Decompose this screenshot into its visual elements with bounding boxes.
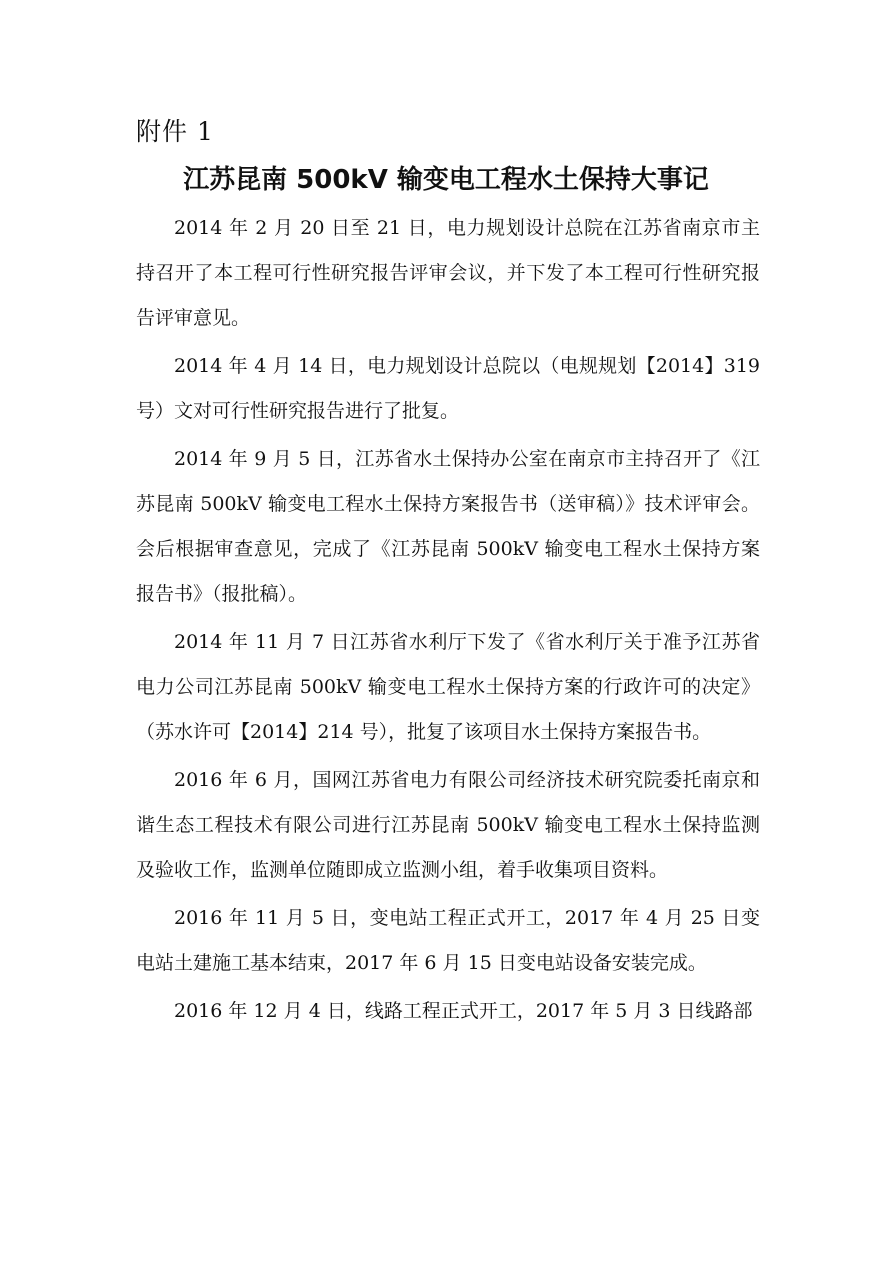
paragraph: 2014 年 4 月 14 日，电力规划设计总院以（电规规划【2014】319 号）文对可行性研究报告进行了批复。 xyxy=(136,355,760,422)
paragraph: 2016 年 6 月，国网江苏省电力有限公司经济技术研究院委托南京和谐生态工程技术有限公司进行江苏昆南 500kV 输变电工程水土保持监测及验收工作，监测单位随即成立监测小组，着手收集项目资料。 xyxy=(136,769,760,881)
document-body xyxy=(136,206,760,1037)
paragraph: 2014 年 9 月 5 日，江苏省水土保持办公室在南京市主持召开了《江苏昆南 500kV 输变电工程水土保持方案报告书（送审稿）》技术评审会。会后根据审查意见，完成了《江苏昆南 500kV 输变电工程水土保持方案报告书》（报批稿）。 xyxy=(136,448,760,605)
paragraph: 2014 年 11 月 7 日江苏省水利厅下发了《省水利厅关于准予江苏省电力公司江苏昆南 500kV 输变电工程水土保持方案的行政许可的决定》（苏水许可【2014】214 号），批复了该项目水土保持方案报告书。 xyxy=(136,631,760,743)
attachment-label: 附件 1 xyxy=(136,117,214,146)
paragraph: 2016 年 11 月 5 日，变电站工程正式开工，2017 年 4 月 25 日变电站土建施工基本结束，2017 年 6 月 15 日变电站设备安装完成。 xyxy=(136,907,760,974)
paragraph: 2016 年 12 月 4 日，线路工程正式开工，2017 年 5 月 3 日线路部 xyxy=(174,1000,753,1022)
paragraph: 2014 年 2 月 20 日至 21 日，电力规划设计总院在江苏省南京市主持召开了本工程可行性研究报告评审会议，并下发了本工程可行性研究报告评审意见。 xyxy=(136,217,760,329)
page-title: 江苏昆南 500kV 输变电工程水土保持大事记 xyxy=(183,165,709,195)
